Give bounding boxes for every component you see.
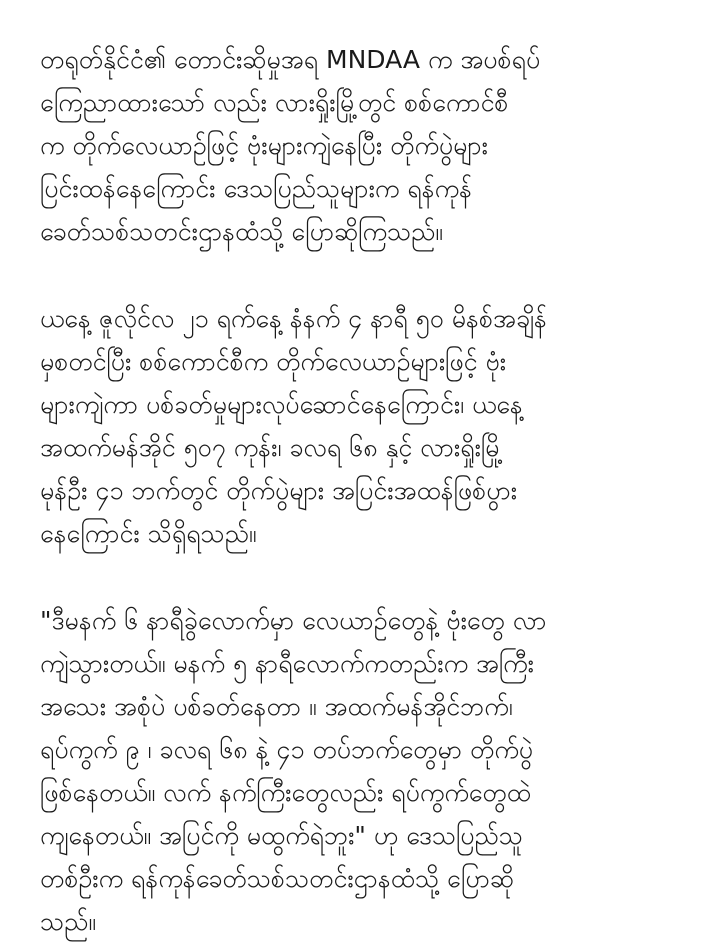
paragraph-1 [40, 38, 680, 253]
paragraph-2 [40, 297, 680, 555]
text-line: ဖြစ်နေတယ်။ လက် နက်ကြီးတွေလည်း ရပ်ကွက်တွေထဲ [40, 778, 531, 807]
text-line: တရုတ်နိုင်ငံ၏ တောင်းဆိုမှုအရ MNDAA က အပစ်ရပ် [40, 45, 541, 74]
article-body [40, 38, 680, 943]
text-line: ခေတ်သစ်သတင်းဌာနထံသို့ ပြောဆိုကြသည်။ [40, 217, 443, 246]
text-line: တစ်ဦးက ရန်ကုန်ခေတ်သစ်သတင်းဌာနထံသို့ ပြောဆို [40, 864, 515, 893]
text-line: မှစတင်ပြီး စစ်ကောင်စီက တိုက်လေယာဉ်များဖြင့် ဗုံး [40, 347, 507, 376]
text-line: ပြင်းထန်နေကြောင်း ဒေသပြည်သူများက ရန်ကုန် [40, 174, 473, 203]
text-line: အထက်မန်အိုင် ၅၀၇ ကုန်း၊ ခလရ ၆၈ နှင့် လားရှိုးမြို့ [40, 433, 504, 462]
paragraph-3-quote [40, 599, 680, 943]
text-line: က တိုက်လေယာဉ်ဖြင့် ဗုံးများကျဲနေပြီး တိုက်ပွဲများ [40, 131, 489, 160]
text-line: နေကြောင်း သိရှိရသည်။ [40, 519, 257, 548]
text-line: ကျဲသွားတယ်။ မနက် ၅ နာရီလောက်ကတည်းက အကြီး [40, 649, 534, 678]
text-line: ကျနေတယ်။ အပြင်ကို မထွက်ရဲဘူး" ဟု ဒေသပြည်သူ [40, 821, 523, 850]
text-line: များကျဲကာ ပစ်ခတ်မှုများလုပ်ဆောင်နေကြောင်း၊ ယနေ့ [40, 390, 523, 419]
text-line: သည်။ [40, 907, 96, 936]
text-line: မုန်ဦး ၄၁ ဘက်တွင် တိုက်ပွဲများ အပြင်းအထန်ဖြစ်ပွား [40, 476, 518, 505]
text-line: ရပ်ကွက် ၉ ၊ ခလရ ၆၈ နဲ့ ၄၁ တပ်ဘက်တွေမှာ တိုက်ပွဲ [40, 735, 534, 764]
text-line: အသေး အစုံပဲ ပစ်ခတ်နေတာ ။ အထက်မန်အိုင်ဘက်၊ [40, 692, 513, 721]
text-line: "ဒီမနက် ၆ နာရီခွဲလောက်မှာ လေယာဉ်တွေနဲ့ ဗုံးတွေ လာ [40, 606, 547, 635]
text-line: ယနေ့ ဇူလိုင်လ ၂၁ ရက်နေ့ နံနက် ၄ နာရီ ၅၀ မိနစ်အချိန် [40, 304, 547, 333]
text-line: ကြေညာထားသော် လည်း လားရှိုးမြို့တွင် စစ်ကောင်စီ [40, 88, 509, 117]
